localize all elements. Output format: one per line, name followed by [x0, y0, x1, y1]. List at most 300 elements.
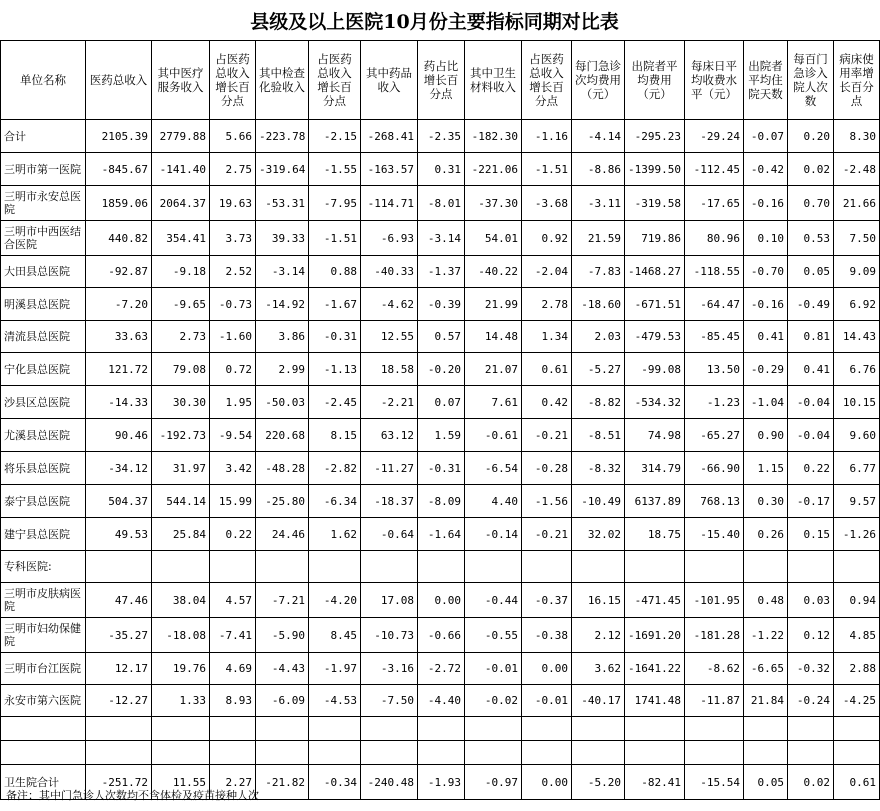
value-cell: -8.51	[572, 419, 625, 452]
value-cell: -48.28	[256, 452, 309, 485]
value-cell: 2.27	[210, 765, 256, 800]
value-cell: -0.34	[309, 765, 361, 800]
value-cell: -0.01	[522, 685, 572, 717]
value-cell: -5.20	[572, 765, 625, 800]
column-header: 其中检查化验收入	[256, 41, 309, 120]
value-cell: 121.72	[86, 353, 152, 386]
value-cell: 30.30	[152, 386, 210, 419]
value-cell: 9.60	[834, 419, 880, 452]
table-body	[1, 120, 880, 800]
column-header: 其中卫生材料收入	[465, 41, 522, 120]
unit-name-cell: 明溪县总医院	[1, 288, 86, 321]
value-cell: 2064.37	[152, 186, 210, 221]
value-cell: -2.21	[361, 386, 418, 419]
value-cell: 19.63	[210, 186, 256, 221]
value-cell: -1.93	[418, 765, 465, 800]
value-cell: 14.48	[465, 321, 522, 353]
table-row	[1, 353, 880, 386]
blank-row	[1, 717, 880, 741]
value-cell: -29.24	[685, 120, 744, 153]
value-cell: 24.46	[256, 518, 309, 551]
value-cell: 32.02	[572, 518, 625, 551]
value-cell: 0.53	[788, 221, 834, 256]
value-cell: 14.43	[834, 321, 880, 353]
value-cell: 0.61	[834, 765, 880, 800]
value-cell: -2.04	[522, 256, 572, 288]
unit-name-cell: 卫生院合计	[1, 765, 86, 800]
value-cell: -192.73	[152, 419, 210, 452]
value-cell: -0.31	[309, 321, 361, 353]
value-cell: 2.52	[210, 256, 256, 288]
value-cell: 2.78	[522, 288, 572, 321]
value-cell: -18.37	[361, 485, 418, 518]
value-cell: -240.48	[361, 765, 418, 800]
value-cell: 0.12	[788, 618, 834, 653]
value-cell: -182.30	[465, 120, 522, 153]
value-cell: -6.93	[361, 221, 418, 256]
unit-name-cell: 将乐县总医院	[1, 452, 86, 485]
value-cell: 0.92	[522, 221, 572, 256]
empty-cell	[1, 717, 86, 741]
value-cell: -66.90	[685, 452, 744, 485]
value-cell: 2.03	[572, 321, 625, 353]
value-cell: -0.04	[788, 386, 834, 419]
section-row	[1, 551, 880, 583]
empty-cell	[86, 717, 152, 741]
value-cell: -671.51	[625, 288, 685, 321]
value-cell: -40.33	[361, 256, 418, 288]
column-header: 每百门急诊入院人次数	[788, 41, 834, 120]
empty-cell	[152, 741, 210, 765]
value-cell: -11.87	[685, 685, 744, 717]
empty-cell	[625, 717, 685, 741]
value-cell: -1691.20	[625, 618, 685, 653]
empty-cell	[572, 551, 625, 583]
value-cell: -99.08	[625, 353, 685, 386]
value-cell: -845.67	[86, 153, 152, 186]
value-cell: 0.41	[744, 321, 788, 353]
value-cell: -112.45	[685, 153, 744, 186]
column-header: 其中医疗服务收入	[152, 41, 210, 120]
empty-cell	[834, 717, 880, 741]
value-cell: 2779.88	[152, 120, 210, 153]
value-cell: -8.32	[572, 452, 625, 485]
empty-cell	[522, 717, 572, 741]
value-cell: 3.42	[210, 452, 256, 485]
value-cell: 11.55	[152, 765, 210, 800]
table-title: 县级及以上医院10月份主要指标同期对比表	[250, 10, 619, 33]
value-cell: -251.72	[86, 765, 152, 800]
column-header: 单位名称	[1, 41, 86, 120]
value-cell: -2.48	[834, 153, 880, 186]
empty-cell	[361, 717, 418, 741]
table-row	[1, 386, 880, 419]
column-header: 医药总收入	[86, 41, 152, 120]
value-cell: -37.30	[465, 186, 522, 221]
value-cell: 3.86	[256, 321, 309, 353]
value-cell: -64.47	[685, 288, 744, 321]
empty-cell	[309, 741, 361, 765]
value-cell: 3.73	[210, 221, 256, 256]
value-cell: -295.23	[625, 120, 685, 153]
value-cell: 0.22	[210, 518, 256, 551]
value-cell: -85.45	[685, 321, 744, 353]
unit-name-cell: 三明市第一医院	[1, 153, 86, 186]
value-cell: -114.71	[361, 186, 418, 221]
value-cell: -0.16	[744, 288, 788, 321]
value-cell: -1.56	[522, 485, 572, 518]
value-cell: 1.33	[152, 685, 210, 717]
empty-cell	[834, 741, 880, 765]
value-cell: 0.02	[788, 153, 834, 186]
unit-name-cell: 尤溪县总医院	[1, 419, 86, 452]
table-row	[1, 653, 880, 685]
empty-cell	[685, 551, 744, 583]
value-cell: -4.40	[418, 685, 465, 717]
empty-cell	[152, 551, 210, 583]
header-row	[1, 41, 880, 120]
empty-cell	[309, 717, 361, 741]
table-row	[1, 452, 880, 485]
comparison-table	[0, 40, 880, 800]
value-cell: 4.57	[210, 583, 256, 618]
value-cell: 0.61	[522, 353, 572, 386]
value-cell: -4.53	[309, 685, 361, 717]
value-cell: -11.27	[361, 452, 418, 485]
empty-cell	[744, 551, 788, 583]
value-cell: -1.67	[309, 288, 361, 321]
column-header: 占医药总收入增长百分点	[522, 41, 572, 120]
column-header: 出院者平均费用（元）	[625, 41, 685, 120]
value-cell: -8.82	[572, 386, 625, 419]
value-cell: -53.31	[256, 186, 309, 221]
value-cell: 21.07	[465, 353, 522, 386]
value-cell: 0.26	[744, 518, 788, 551]
value-cell: -9.65	[152, 288, 210, 321]
value-cell: -15.54	[685, 765, 744, 800]
value-cell: -0.14	[465, 518, 522, 551]
value-cell: 12.55	[361, 321, 418, 353]
table-row	[1, 221, 880, 256]
value-cell: -0.21	[522, 419, 572, 452]
value-cell: 0.03	[788, 583, 834, 618]
value-cell: 21.99	[465, 288, 522, 321]
value-cell: 1.62	[309, 518, 361, 551]
value-cell: -6.09	[256, 685, 309, 717]
value-cell: 0.70	[788, 186, 834, 221]
value-cell: 7.50	[834, 221, 880, 256]
value-cell: -0.01	[465, 653, 522, 685]
value-cell: -34.12	[86, 452, 152, 485]
value-cell: -221.06	[465, 153, 522, 186]
value-cell: 4.85	[834, 618, 880, 653]
unit-name-cell: 宁化县总医院	[1, 353, 86, 386]
value-cell: 220.68	[256, 419, 309, 452]
value-cell: -141.40	[152, 153, 210, 186]
unit-name-cell: 三明市永安总医院	[1, 186, 86, 221]
table-row	[1, 518, 880, 551]
value-cell: -3.16	[361, 653, 418, 685]
empty-cell	[744, 717, 788, 741]
empty-cell	[744, 741, 788, 765]
value-cell: 544.14	[152, 485, 210, 518]
value-cell: 768.13	[685, 485, 744, 518]
value-cell: 3.62	[572, 653, 625, 685]
value-cell: -0.61	[465, 419, 522, 452]
value-cell: -1.51	[522, 153, 572, 186]
value-cell: -50.03	[256, 386, 309, 419]
table-row	[1, 288, 880, 321]
value-cell: 15.99	[210, 485, 256, 518]
value-cell: -0.28	[522, 452, 572, 485]
unit-name-cell: 三明市妇幼保健院	[1, 618, 86, 653]
empty-cell	[834, 551, 880, 583]
value-cell: 18.58	[361, 353, 418, 386]
value-cell: -0.49	[788, 288, 834, 321]
value-cell: -17.65	[685, 186, 744, 221]
empty-cell	[256, 551, 309, 583]
value-cell: -471.45	[625, 583, 685, 618]
value-cell: 19.76	[152, 653, 210, 685]
value-cell: 63.12	[361, 419, 418, 452]
value-cell: -0.97	[465, 765, 522, 800]
value-cell: -8.01	[418, 186, 465, 221]
value-cell: -8.62	[685, 653, 744, 685]
empty-cell	[465, 717, 522, 741]
empty-cell	[1, 741, 86, 765]
value-cell: -4.62	[361, 288, 418, 321]
value-cell: -4.43	[256, 653, 309, 685]
value-cell: -319.64	[256, 153, 309, 186]
column-header: 病床使用率增长百分点	[834, 41, 880, 120]
unit-name-cell: 泰宁县总医院	[1, 485, 86, 518]
value-cell: 38.04	[152, 583, 210, 618]
column-header: 每门急诊次均费用（元）	[572, 41, 625, 120]
value-cell: 440.82	[86, 221, 152, 256]
value-cell: 354.41	[152, 221, 210, 256]
value-cell: 8.30	[834, 120, 880, 153]
value-cell: 5.66	[210, 120, 256, 153]
value-cell: -1.97	[309, 653, 361, 685]
value-cell: 0.72	[210, 353, 256, 386]
table-row	[1, 618, 880, 653]
value-cell: -0.21	[522, 518, 572, 551]
value-cell: -268.41	[361, 120, 418, 153]
value-cell: 39.33	[256, 221, 309, 256]
value-cell: -35.27	[86, 618, 152, 653]
value-cell: -14.92	[256, 288, 309, 321]
table-row	[1, 186, 880, 221]
value-cell: 6.76	[834, 353, 880, 386]
value-cell: -82.41	[625, 765, 685, 800]
value-cell: 6137.89	[625, 485, 685, 518]
empty-cell	[788, 551, 834, 583]
value-cell: -0.29	[744, 353, 788, 386]
column-header: 出院者平均住院天数	[744, 41, 788, 120]
value-cell: -4.25	[834, 685, 880, 717]
unit-name-cell: 大田县总医院	[1, 256, 86, 288]
value-cell: -65.27	[685, 419, 744, 452]
value-cell: -0.73	[210, 288, 256, 321]
value-cell: -10.73	[361, 618, 418, 653]
value-cell: 10.15	[834, 386, 880, 419]
empty-cell	[210, 551, 256, 583]
table-row	[1, 153, 880, 186]
value-cell: -0.37	[522, 583, 572, 618]
value-cell: 33.63	[86, 321, 152, 353]
value-cell: -3.68	[522, 186, 572, 221]
value-cell: -0.04	[788, 419, 834, 452]
value-cell: -0.32	[788, 653, 834, 685]
value-cell: 0.42	[522, 386, 572, 419]
value-cell: -0.55	[465, 618, 522, 653]
value-cell: -1.16	[522, 120, 572, 153]
value-cell: 0.05	[788, 256, 834, 288]
value-cell: -1.37	[418, 256, 465, 288]
empty-cell	[152, 717, 210, 741]
value-cell: 0.57	[418, 321, 465, 353]
value-cell: -1.26	[834, 518, 880, 551]
value-cell: -1.64	[418, 518, 465, 551]
empty-cell	[210, 741, 256, 765]
empty-cell	[625, 551, 685, 583]
empty-cell	[465, 551, 522, 583]
value-cell: 0.15	[788, 518, 834, 551]
value-cell: 6.77	[834, 452, 880, 485]
value-cell: 0.00	[522, 765, 572, 800]
value-cell: -4.14	[572, 120, 625, 153]
value-cell: 8.15	[309, 419, 361, 452]
value-cell: -0.38	[522, 618, 572, 653]
value-cell: -15.40	[685, 518, 744, 551]
value-cell: 2.75	[210, 153, 256, 186]
unit-name-cell: 永安市第六医院	[1, 685, 86, 717]
value-cell: 0.30	[744, 485, 788, 518]
value-cell: 0.48	[744, 583, 788, 618]
value-cell: 0.81	[788, 321, 834, 353]
empty-cell	[572, 717, 625, 741]
value-cell: -3.11	[572, 186, 625, 221]
value-cell: -4.20	[309, 583, 361, 618]
empty-cell	[361, 551, 418, 583]
value-cell: -1.22	[744, 618, 788, 653]
value-cell: -2.82	[309, 452, 361, 485]
value-cell: -12.27	[86, 685, 152, 717]
value-cell: -1.51	[309, 221, 361, 256]
value-cell: 9.09	[834, 256, 880, 288]
value-cell: -1.55	[309, 153, 361, 186]
empty-cell	[256, 717, 309, 741]
value-cell: 2.12	[572, 618, 625, 653]
value-cell: -9.54	[210, 419, 256, 452]
value-cell: -5.90	[256, 618, 309, 653]
value-cell: -1641.22	[625, 653, 685, 685]
value-cell: 54.01	[465, 221, 522, 256]
blank-row	[1, 741, 880, 765]
unit-name-cell: 三明市皮肤病医院	[1, 583, 86, 618]
footnote: 备注：其中门急诊人次数均不含体检及疫苗接种人次	[6, 789, 259, 802]
value-cell: 0.22	[788, 452, 834, 485]
value-cell: -92.87	[86, 256, 152, 288]
value-cell: -9.18	[152, 256, 210, 288]
value-cell: 21.59	[572, 221, 625, 256]
empty-cell	[210, 717, 256, 741]
value-cell: 0.00	[418, 583, 465, 618]
value-cell: -0.16	[744, 186, 788, 221]
value-cell: -163.57	[361, 153, 418, 186]
value-cell: 0.00	[522, 653, 572, 685]
value-cell: 0.94	[834, 583, 880, 618]
value-cell: 8.45	[309, 618, 361, 653]
empty-cell	[418, 551, 465, 583]
value-cell: -0.24	[788, 685, 834, 717]
value-cell: -7.20	[86, 288, 152, 321]
value-cell: -181.28	[685, 618, 744, 653]
empty-cell	[465, 741, 522, 765]
value-cell: -6.54	[465, 452, 522, 485]
value-cell: 504.37	[86, 485, 152, 518]
value-cell: 0.20	[788, 120, 834, 153]
empty-cell	[361, 741, 418, 765]
empty-cell	[788, 717, 834, 741]
value-cell: 1.59	[418, 419, 465, 452]
value-cell: 2105.39	[86, 120, 152, 153]
unit-name-cell: 合计	[1, 120, 86, 153]
value-cell: 17.08	[361, 583, 418, 618]
empty-cell	[418, 741, 465, 765]
value-cell: -18.08	[152, 618, 210, 653]
value-cell: -223.78	[256, 120, 309, 153]
unit-name-cell: 三明市中西医结合医院	[1, 221, 86, 256]
value-cell: -2.72	[418, 653, 465, 685]
table-row	[1, 583, 880, 618]
empty-cell	[685, 717, 744, 741]
value-cell: -6.34	[309, 485, 361, 518]
empty-cell	[685, 741, 744, 765]
value-cell: 18.75	[625, 518, 685, 551]
value-cell: -118.55	[685, 256, 744, 288]
unit-name-cell: 清流县总医院	[1, 321, 86, 353]
value-cell: -0.70	[744, 256, 788, 288]
value-cell: -319.58	[625, 186, 685, 221]
value-cell: -1.04	[744, 386, 788, 419]
unit-name-cell: 沙县区总医院	[1, 386, 86, 419]
value-cell: -0.02	[465, 685, 522, 717]
value-cell: 8.93	[210, 685, 256, 717]
value-cell: -8.86	[572, 153, 625, 186]
value-cell: -1.60	[210, 321, 256, 353]
value-cell: 0.10	[744, 221, 788, 256]
value-cell: -8.09	[418, 485, 465, 518]
column-header: 其中药品收入	[361, 41, 418, 120]
value-cell: 1.34	[522, 321, 572, 353]
empty-cell	[522, 551, 572, 583]
value-cell: 0.05	[744, 765, 788, 800]
column-header: 占医药总收入增长百分点	[309, 41, 361, 120]
value-cell: -40.17	[572, 685, 625, 717]
value-cell: -0.42	[744, 153, 788, 186]
table-row	[1, 485, 880, 518]
value-cell: 21.66	[834, 186, 880, 221]
value-cell: 1.15	[744, 452, 788, 485]
value-cell: -25.80	[256, 485, 309, 518]
value-cell: -7.41	[210, 618, 256, 653]
value-cell: -14.33	[86, 386, 152, 419]
empty-cell	[625, 741, 685, 765]
value-cell: -1.13	[309, 353, 361, 386]
value-cell: -7.21	[256, 583, 309, 618]
empty-cell	[309, 551, 361, 583]
